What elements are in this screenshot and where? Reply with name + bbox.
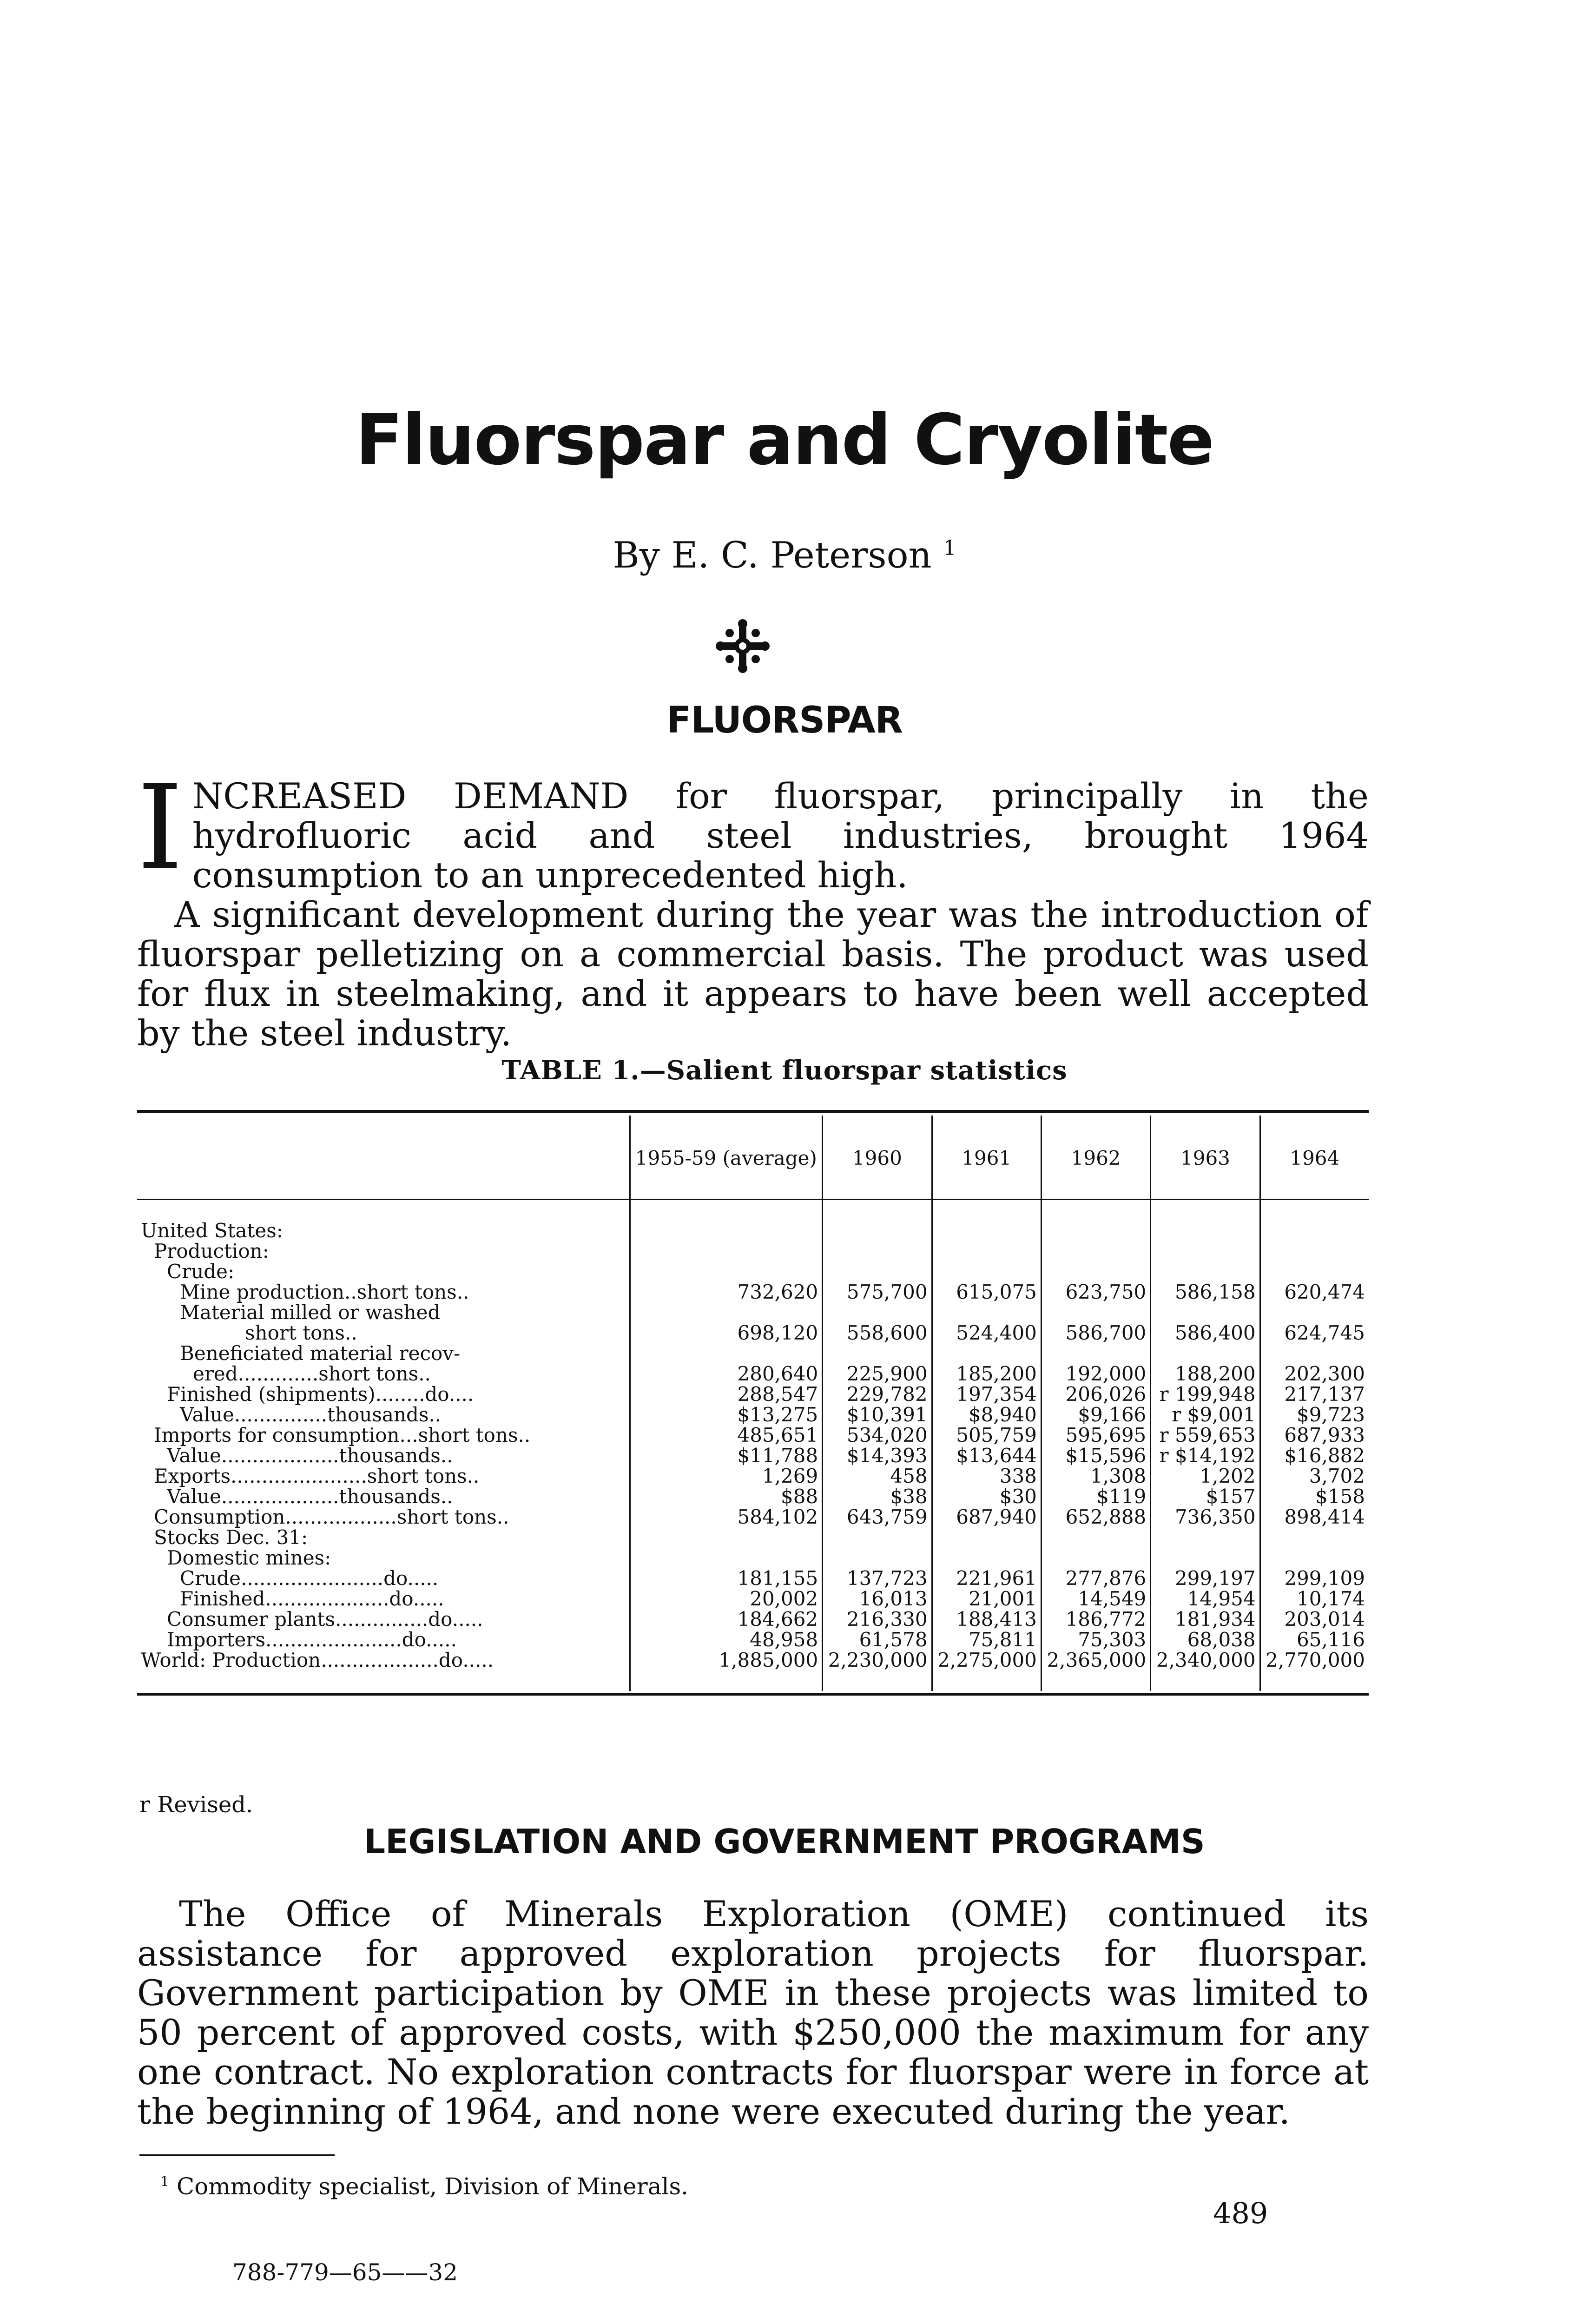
- cell-value: 534,020: [823, 1425, 932, 1446]
- cell-value: [1041, 1221, 1150, 1241]
- cell-value: [932, 1261, 1041, 1282]
- cell-value: [823, 1261, 932, 1282]
- cell-value: 14,549: [1041, 1589, 1150, 1609]
- cell-value: 1,202: [1151, 1466, 1260, 1486]
- cell-value: 75,303: [1041, 1630, 1150, 1650]
- stub-header: [137, 1116, 630, 1199]
- cell-value: 586,400: [1151, 1323, 1260, 1343]
- ornament-icon: [715, 618, 771, 674]
- salient-statistics-table: [137, 1116, 1369, 1691]
- cell-value: [823, 1221, 932, 1241]
- cell-value: 184,662: [630, 1609, 823, 1630]
- table-row: [137, 1527, 1369, 1548]
- cell-value: 186,772: [1041, 1609, 1150, 1630]
- row-label: United States:: [141, 1219, 283, 1242]
- table-row: [137, 1507, 1369, 1527]
- footnote-marker: 1: [160, 2173, 170, 2190]
- row-label: World: Production...................do.....: [141, 1648, 494, 1671]
- row-label: Value...................thousands..: [167, 1485, 453, 1508]
- cell-value: [823, 1548, 932, 1568]
- table-row: [137, 1241, 1369, 1261]
- cell-value: [630, 1221, 823, 1241]
- paragraph-pelletizing: A significant development during the year was the introduction of fluorspar pelletizing on a commercial basis. The product was used for flux in steelmaking, and it appears to have been well accepted by the steel industry.: [137, 894, 1369, 1054]
- drop-cap: I: [137, 760, 183, 895]
- cell-value: 21,001: [932, 1589, 1041, 1609]
- cell-value: 206,026: [1041, 1384, 1150, 1405]
- table-row: [137, 1650, 1369, 1670]
- cell-value: 216,330: [823, 1609, 932, 1630]
- cell-value: $157: [1151, 1486, 1260, 1507]
- cell-value: 338: [932, 1466, 1041, 1486]
- cell-value: 1,269: [630, 1466, 823, 1486]
- section-heading-fluorspar: FLUORSPAR: [666, 700, 903, 741]
- cell-value: 623,750: [1041, 1282, 1150, 1302]
- cell-value: $10,391: [823, 1405, 932, 1425]
- cell-value: 229,782: [823, 1384, 932, 1405]
- page-number: 489: [1213, 2196, 1268, 2230]
- cell-value: 225,900: [823, 1364, 932, 1384]
- paragraph-ome: The Office of Minerals Exploration (OME) continued its assistance for approved exploration projects for fluorspar. Government participation by OME in these projects was limited to 50 percent of approved costs, with $250,000 the maximum for any one contract. No exploration contracts for fluorspar were in force at the beginning of 1964, and none were executed during the year.: [137, 1893, 1369, 2132]
- cell-value: $13,644: [932, 1446, 1041, 1466]
- cell-value: 288,547: [630, 1384, 823, 1405]
- cell-value: 586,700: [1041, 1323, 1150, 1343]
- table-row: [137, 1343, 1369, 1364]
- row-label: Value...................thousands..: [167, 1444, 453, 1467]
- cell-value: [1260, 1527, 1369, 1548]
- cell-value: [1260, 1343, 1369, 1364]
- cell-value: $30: [932, 1486, 1041, 1507]
- footnote-text: Commodity specialist, Division of Minerals.: [177, 2173, 689, 2200]
- cell-value: $11,788: [630, 1446, 823, 1466]
- cell-value: 652,888: [1041, 1507, 1150, 1527]
- cell-value: $13,275: [630, 1405, 823, 1425]
- cell-value: [1151, 1343, 1260, 1364]
- cell-value: $38: [823, 1486, 932, 1507]
- table-top-rule: [137, 1110, 1369, 1113]
- cell-value: $119: [1041, 1486, 1150, 1507]
- cell-value: 14,954: [1151, 1589, 1260, 1609]
- cell-value: [823, 1343, 932, 1364]
- page-title: Fluorspar and Cryolite: [355, 400, 1214, 481]
- cell-value: [1260, 1302, 1369, 1323]
- cell-value: [630, 1302, 823, 1323]
- footnote-ref: 1: [943, 536, 956, 560]
- cell-value: 898,414: [1260, 1507, 1369, 1527]
- cell-value: [1260, 1221, 1369, 1241]
- col-header: 1964: [1260, 1116, 1369, 1199]
- cell-value: r $9,001: [1151, 1405, 1260, 1425]
- cell-value: [630, 1527, 823, 1548]
- row-label: Material milled or washed: [180, 1301, 441, 1324]
- cell-value: 485,651: [630, 1425, 823, 1446]
- table-row: [137, 1548, 1369, 1568]
- intro-text: NCREASED DEMAND for fluorspar, principally in the hydrofluoric acid and steel industries, brought 1964 consumption to an unprecedented high.: [192, 775, 1369, 896]
- cell-value: 736,350: [1151, 1507, 1260, 1527]
- row-label: Stocks Dec. 31:: [154, 1525, 308, 1549]
- row-label: Finished....................do.....: [180, 1587, 444, 1610]
- cell-value: $158: [1260, 1486, 1369, 1507]
- cell-value: 203,014: [1260, 1609, 1369, 1630]
- col-header: 1960: [823, 1116, 932, 1199]
- cell-value: 185,200: [932, 1364, 1041, 1384]
- row-label: Importers......................do.....: [167, 1628, 457, 1651]
- col-header: 1961: [932, 1116, 1041, 1199]
- cell-value: [1260, 1261, 1369, 1282]
- cell-value: 1,308: [1041, 1466, 1150, 1486]
- col-header: 1963: [1151, 1116, 1260, 1199]
- cell-value: [1151, 1241, 1260, 1261]
- table-footnote: r Revised.: [139, 1792, 253, 1818]
- cell-value: [823, 1241, 932, 1261]
- table-row: [137, 1282, 1369, 1302]
- row-label: short tons..: [245, 1321, 357, 1344]
- table-row: [137, 1446, 1369, 1466]
- cell-value: 280,640: [630, 1364, 823, 1384]
- cell-value: 181,155: [630, 1568, 823, 1589]
- cell-value: 202,300: [1260, 1364, 1369, 1384]
- table-bottom-rule: [137, 1693, 1369, 1696]
- cell-value: 595,695: [1041, 1425, 1150, 1446]
- byline: [0, 535, 1569, 576]
- row-label: Consumer plants...............do.....: [167, 1607, 483, 1631]
- cell-value: [932, 1343, 1041, 1364]
- cell-value: $15,596: [1041, 1446, 1150, 1466]
- cell-value: $14,393: [823, 1446, 932, 1466]
- cell-value: 524,400: [932, 1323, 1041, 1343]
- cell-value: 299,197: [1151, 1568, 1260, 1589]
- cell-value: [630, 1343, 823, 1364]
- cell-value: 137,723: [823, 1568, 932, 1589]
- cell-value: [1041, 1527, 1150, 1548]
- col-header: 1955-59 (average): [630, 1116, 823, 1199]
- cell-value: 687,940: [932, 1507, 1041, 1527]
- cell-value: [1260, 1241, 1369, 1261]
- cell-value: [932, 1302, 1041, 1323]
- cell-value: 217,137: [1260, 1384, 1369, 1405]
- intro-paragraph: [137, 760, 1369, 896]
- cell-value: 620,474: [1260, 1282, 1369, 1302]
- cell-value: [1041, 1343, 1150, 1364]
- cell-value: 584,102: [630, 1507, 823, 1527]
- row-label: Domestic mines:: [167, 1546, 331, 1569]
- row-label: Consumption..................short tons..: [154, 1505, 509, 1528]
- table-row: [137, 1384, 1369, 1405]
- cell-value: 221,961: [932, 1568, 1041, 1589]
- cell-value: [932, 1548, 1041, 1568]
- cell-value: 188,200: [1151, 1364, 1260, 1384]
- cell-value: 16,013: [823, 1589, 932, 1609]
- row-label: Crude:: [167, 1260, 235, 1283]
- cell-value: 68,038: [1151, 1630, 1260, 1650]
- cell-value: 505,759: [932, 1425, 1041, 1446]
- cell-value: 2,770,000: [1260, 1650, 1369, 1670]
- table-caption: TABLE 1.—Salient fluorspar statistics: [501, 1055, 1068, 1086]
- cell-value: [1151, 1548, 1260, 1568]
- cell-value: 75,811: [932, 1630, 1041, 1650]
- cell-value: 65,116: [1260, 1630, 1369, 1650]
- cell-value: 2,365,000: [1041, 1650, 1150, 1670]
- author: By E. C. Peterson: [613, 535, 932, 576]
- table-row: [137, 1486, 1369, 1507]
- row-label: Imports for consumption...short tons..: [154, 1423, 531, 1446]
- cell-value: $16,882: [1260, 1446, 1369, 1466]
- cell-value: $9,166: [1041, 1405, 1150, 1425]
- cell-value: [823, 1527, 932, 1548]
- cell-value: 192,000: [1041, 1364, 1150, 1384]
- cell-value: [1151, 1527, 1260, 1548]
- table-row: [137, 1323, 1369, 1343]
- cell-value: [630, 1241, 823, 1261]
- cell-value: 732,620: [630, 1282, 823, 1302]
- table-row: [137, 1630, 1369, 1650]
- cell-value: 1,885,000: [630, 1650, 823, 1670]
- table-row: [137, 1302, 1369, 1323]
- cell-value: $9,723: [1260, 1405, 1369, 1425]
- row-label: Crude.......................do.....: [180, 1566, 439, 1590]
- cell-value: 458: [823, 1466, 932, 1486]
- table-row: [137, 1466, 1369, 1486]
- cell-value: 181,934: [1151, 1609, 1260, 1630]
- row-label: Mine production..short tons..: [180, 1280, 469, 1303]
- print-code: 788-779—65——32: [232, 2259, 458, 2286]
- cell-value: [932, 1221, 1041, 1241]
- cell-value: 299,109: [1260, 1568, 1369, 1589]
- cell-value: 575,700: [823, 1282, 932, 1302]
- table-row: [137, 1609, 1369, 1630]
- table-row: [137, 1364, 1369, 1384]
- row-label: Beneficiated material recov-: [180, 1341, 461, 1365]
- cell-value: 20,002: [630, 1589, 823, 1609]
- row-label: Exports......................short tons..: [154, 1464, 480, 1487]
- cell-value: [1151, 1302, 1260, 1323]
- cell-value: 698,120: [630, 1323, 823, 1343]
- cell-value: 615,075: [932, 1282, 1041, 1302]
- cell-value: 2,275,000: [932, 1650, 1041, 1670]
- cell-value: [1260, 1548, 1369, 1568]
- row-label: Finished (shipments)........do....: [167, 1382, 474, 1406]
- table-row: [137, 1425, 1369, 1446]
- cell-value: r $14,192: [1151, 1446, 1260, 1466]
- cell-value: $8,940: [932, 1405, 1041, 1425]
- cell-value: [1041, 1261, 1150, 1282]
- table-row: [137, 1261, 1369, 1282]
- cell-value: 643,759: [823, 1507, 932, 1527]
- cell-value: $88: [630, 1486, 823, 1507]
- cell-value: 197,354: [932, 1384, 1041, 1405]
- cell-value: 687,933: [1260, 1425, 1369, 1446]
- table-row: [137, 1568, 1369, 1589]
- footnote: [160, 2173, 688, 2200]
- cell-value: 2,230,000: [823, 1650, 932, 1670]
- cell-value: [1151, 1221, 1260, 1241]
- cell-value: r 199,948: [1151, 1384, 1260, 1405]
- cell-value: 624,745: [1260, 1323, 1369, 1343]
- cell-value: [1151, 1261, 1260, 1282]
- cell-value: 558,600: [823, 1323, 932, 1343]
- cell-value: 188,413: [932, 1609, 1041, 1630]
- cell-value: 10,174: [1260, 1589, 1369, 1609]
- row-label: ered.............short tons..: [193, 1362, 431, 1385]
- cell-value: [630, 1261, 823, 1282]
- cell-value: 2,340,000: [1151, 1650, 1260, 1670]
- col-header: 1962: [1041, 1116, 1150, 1199]
- row-label: Value...............thousands..: [180, 1403, 442, 1426]
- cell-value: [932, 1241, 1041, 1261]
- cell-value: [1041, 1548, 1150, 1568]
- row-label: Production:: [154, 1239, 269, 1262]
- cell-value: [630, 1548, 823, 1568]
- table-row: [137, 1405, 1369, 1425]
- cell-value: [823, 1302, 932, 1323]
- table-row: [137, 1589, 1369, 1609]
- section-heading-legislation: LEGISLATION AND GOVERNMENT PROGRAMS: [364, 1822, 1205, 1861]
- cell-value: 277,876: [1041, 1568, 1150, 1589]
- cell-value: 61,578: [823, 1630, 932, 1650]
- cell-value: [932, 1527, 1041, 1548]
- cell-value: r 559,653: [1151, 1425, 1260, 1446]
- cell-value: 48,958: [630, 1630, 823, 1650]
- cell-value: 3,702: [1260, 1466, 1369, 1486]
- table-row: [137, 1221, 1369, 1241]
- cell-value: 586,158: [1151, 1282, 1260, 1302]
- table-header-row: [137, 1116, 1369, 1199]
- footnote-rule: [139, 2154, 335, 2156]
- cell-value: [1041, 1302, 1150, 1323]
- cell-value: [1041, 1241, 1150, 1261]
